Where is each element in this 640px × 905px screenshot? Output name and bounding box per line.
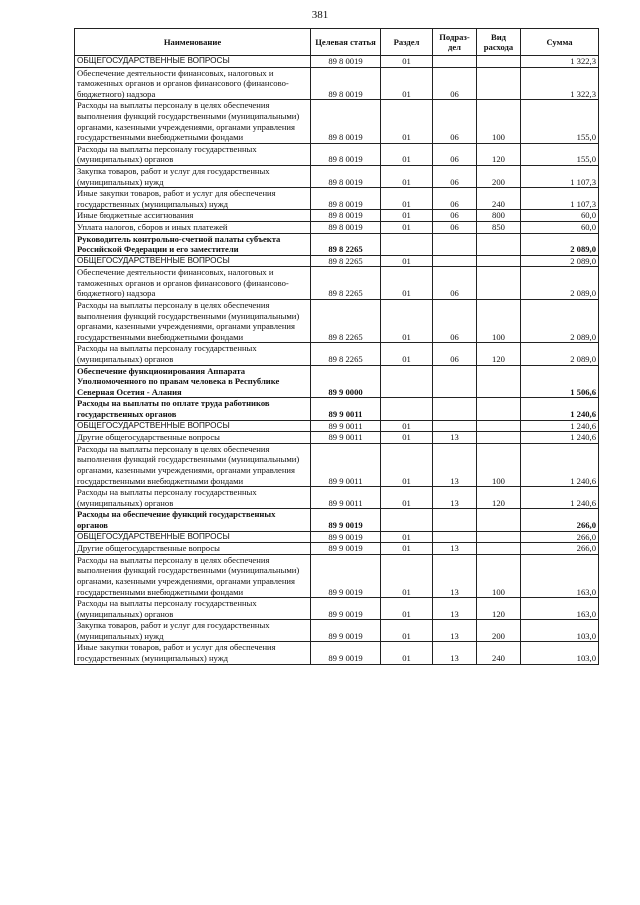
table-row: [75, 67, 599, 100]
row-amount-cell: 2 089,0: [521, 300, 599, 343]
row-code-cell: 89 8 0019: [311, 67, 381, 100]
row-code-cell: 89 8 0019: [311, 100, 381, 143]
row-section-cell: 01: [381, 300, 433, 343]
row-code-cell: 89 8 2265: [311, 300, 381, 343]
row-amount-cell: 2 089,0: [521, 255, 599, 267]
row-name-cell: Расходы на выплаты персоналу в целях обеспечения выполнения функций государственными (муниципальными) органами, казенными учреждениями, органами управления государственными внебюджетными фондами: [75, 554, 311, 597]
row-section-cell: 01: [381, 210, 433, 222]
row-section-cell: 01: [381, 255, 433, 267]
table-row: [75, 509, 599, 531]
row-section-cell: 01: [381, 598, 433, 620]
row-code-cell: 89 8 2265: [311, 255, 381, 267]
row-expense-type-cell: 850: [477, 221, 521, 233]
row-expense-type-cell: [477, 255, 521, 267]
row-code-cell: 89 8 2265: [311, 233, 381, 255]
header-section: Раздел: [381, 29, 433, 56]
row-expense-type-cell: [477, 233, 521, 255]
row-subsection-cell: [433, 509, 477, 531]
header-name: Наименование: [75, 29, 311, 56]
row-name-cell: Другие общегосударственные вопросы: [75, 432, 311, 444]
table-row: [75, 267, 599, 300]
row-expense-type-cell: 120: [477, 598, 521, 620]
row-amount-cell: 1 240,6: [521, 432, 599, 444]
row-amount-cell: 1 322,3: [521, 67, 599, 100]
row-subsection-cell: 13: [433, 642, 477, 664]
header-amount: Сумма: [521, 29, 599, 56]
row-code-cell: 89 9 0019: [311, 531, 381, 543]
row-subsection-cell: 06: [433, 300, 477, 343]
row-subsection-cell: 06: [433, 210, 477, 222]
row-code-cell: 89 9 0000: [311, 365, 381, 398]
row-subsection-cell: 06: [433, 267, 477, 300]
row-name-cell: Расходы на выплаты по оплате труда работников государственных органов: [75, 398, 311, 420]
row-code-cell: 89 8 0019: [311, 210, 381, 222]
row-section-cell: 01: [381, 432, 433, 444]
row-section-cell: 01: [381, 221, 433, 233]
row-expense-type-cell: 120: [477, 143, 521, 165]
row-code-cell: 89 8 2265: [311, 267, 381, 300]
row-section-cell: 01: [381, 100, 433, 143]
budget-table: [74, 28, 599, 665]
row-section-cell: 01: [381, 56, 433, 68]
row-section-cell: [381, 233, 433, 255]
row-expense-type-cell: [477, 420, 521, 432]
row-section-cell: 01: [381, 620, 433, 642]
row-amount-cell: 103,0: [521, 642, 599, 664]
row-code-cell: 89 9 0019: [311, 620, 381, 642]
row-subsection-cell: 06: [433, 67, 477, 100]
row-code-cell: 89 8 0019: [311, 221, 381, 233]
row-subsection-cell: 13: [433, 554, 477, 597]
table-row: [75, 642, 599, 664]
row-section-cell: 01: [381, 443, 433, 486]
row-code-cell: 89 9 0019: [311, 509, 381, 531]
row-section-cell: [381, 365, 433, 398]
row-subsection-cell: 13: [433, 620, 477, 642]
row-code-cell: 89 9 0011: [311, 443, 381, 486]
row-code-cell: 89 8 0019: [311, 188, 381, 210]
row-subsection-cell: 13: [433, 598, 477, 620]
row-amount-cell: 1 506,6: [521, 365, 599, 398]
row-amount-cell: 155,0: [521, 100, 599, 143]
row-name-cell: ОБЩЕГОСУДАРСТВЕННЫЕ ВОПРОСЫ: [75, 56, 311, 68]
table-row: [75, 420, 599, 432]
row-subsection-cell: 06: [433, 165, 477, 187]
table-row: [75, 398, 599, 420]
row-subsection-cell: 13: [433, 487, 477, 509]
row-expense-type-cell: 100: [477, 300, 521, 343]
table-row: [75, 210, 599, 222]
row-amount-cell: 266,0: [521, 531, 599, 543]
row-expense-type-cell: [477, 365, 521, 398]
row-name-cell: Расходы на выплаты персоналу государственных (муниципальных) органов: [75, 143, 311, 165]
row-name-cell: Расходы на обеспечение функций государственных органов: [75, 509, 311, 531]
table-row: [75, 56, 599, 68]
row-amount-cell: 2 089,0: [521, 267, 599, 300]
row-expense-type-cell: [477, 531, 521, 543]
row-amount-cell: 1 240,6: [521, 487, 599, 509]
row-section-cell: 01: [381, 188, 433, 210]
row-subsection-cell: [433, 255, 477, 267]
row-code-cell: 89 9 0019: [311, 642, 381, 664]
row-amount-cell: 60,0: [521, 210, 599, 222]
row-subsection-cell: [433, 420, 477, 432]
table-row: [75, 143, 599, 165]
row-subsection-cell: 06: [433, 143, 477, 165]
table-row: [75, 598, 599, 620]
row-amount-cell: 1 107,3: [521, 165, 599, 187]
row-amount-cell: 1 322,3: [521, 56, 599, 68]
header-expense-type: Вид расхода: [477, 29, 521, 56]
row-section-cell: 01: [381, 343, 433, 365]
row-expense-type-cell: [477, 543, 521, 555]
row-section-cell: 01: [381, 67, 433, 100]
row-name-cell: Иные закупки товаров, работ и услуг для обеспечения государственных (муниципальных) нужд: [75, 188, 311, 210]
row-name-cell: Обеспечение деятельности финансовых, налоговых и таможенных органов и органов финансового (финансово-бюджетного) надзора: [75, 67, 311, 100]
row-amount-cell: 1 107,3: [521, 188, 599, 210]
row-code-cell: 89 9 0019: [311, 543, 381, 555]
row-name-cell: Расходы на выплаты персоналу в целях обеспечения выполнения функций государственными (муниципальными) органами, казенными учреждениями, органами управления государственными внебюджетными фондами: [75, 443, 311, 486]
table-row: [75, 443, 599, 486]
row-code-cell: 89 9 0011: [311, 420, 381, 432]
header-subsection: Подраз-дел: [433, 29, 477, 56]
row-code-cell: 89 8 0019: [311, 143, 381, 165]
row-expense-type-cell: [477, 398, 521, 420]
row-name-cell: Расходы на выплаты персоналу государственных (муниципальных) органов: [75, 598, 311, 620]
row-expense-type-cell: [477, 432, 521, 444]
table-row: [75, 432, 599, 444]
row-section-cell: 01: [381, 420, 433, 432]
row-amount-cell: 155,0: [521, 143, 599, 165]
row-section-cell: [381, 398, 433, 420]
table-row: [75, 255, 599, 267]
row-section-cell: 01: [381, 267, 433, 300]
row-name-cell: Расходы на выплаты персоналу государственных (муниципальных) органов: [75, 343, 311, 365]
table-row: [75, 343, 599, 365]
row-amount-cell: 266,0: [521, 509, 599, 531]
row-expense-type-cell: 120: [477, 487, 521, 509]
row-expense-type-cell: [477, 509, 521, 531]
row-expense-type-cell: [477, 67, 521, 100]
row-expense-type-cell: 200: [477, 620, 521, 642]
row-name-cell: ОБЩЕГОСУДАРСТВЕННЫЕ ВОПРОСЫ: [75, 531, 311, 543]
row-subsection-cell: 06: [433, 100, 477, 143]
row-name-cell: Иные бюджетные ассигнования: [75, 210, 311, 222]
row-expense-type-cell: 120: [477, 343, 521, 365]
page-number: 381: [311, 9, 329, 21]
row-subsection-cell: 06: [433, 188, 477, 210]
row-section-cell: 01: [381, 487, 433, 509]
row-name-cell: Другие общегосударственные вопросы: [75, 543, 311, 555]
row-name-cell: Закупка товаров, работ и услуг для государственных (муниципальных) нужд: [75, 620, 311, 642]
row-subsection-cell: [433, 531, 477, 543]
row-section-cell: 01: [381, 165, 433, 187]
row-subsection-cell: 06: [433, 221, 477, 233]
row-name-cell: Обеспечение деятельности финансовых, налоговых и таможенных органов и органов финансового (финансово-бюджетного) надзора: [75, 267, 311, 300]
table-row: [75, 100, 599, 143]
row-code-cell: 89 9 0019: [311, 598, 381, 620]
table-row: [75, 300, 599, 343]
header-row: [75, 29, 599, 56]
row-amount-cell: 163,0: [521, 598, 599, 620]
row-subsection-cell: [433, 365, 477, 398]
row-subsection-cell: [433, 398, 477, 420]
row-code-cell: 89 9 0011: [311, 487, 381, 509]
row-subsection-cell: 13: [433, 543, 477, 555]
row-code-cell: 89 9 0011: [311, 398, 381, 420]
row-amount-cell: 2 089,0: [521, 343, 599, 365]
row-expense-type-cell: [477, 56, 521, 68]
row-code-cell: 89 9 0011: [311, 432, 381, 444]
row-expense-type-cell: [477, 267, 521, 300]
row-expense-type-cell: 240: [477, 188, 521, 210]
row-name-cell: Руководитель контрольно-счетной палаты субъекта Российской Федерации и его заместители: [75, 233, 311, 255]
row-amount-cell: 266,0: [521, 543, 599, 555]
row-expense-type-cell: 240: [477, 642, 521, 664]
table-header: [75, 29, 599, 56]
row-amount-cell: 163,0: [521, 554, 599, 597]
row-code-cell: 89 8 2265: [311, 343, 381, 365]
table-row: [75, 620, 599, 642]
row-amount-cell: 103,0: [521, 620, 599, 642]
row-section-cell: 01: [381, 543, 433, 555]
row-name-cell: Расходы на выплаты персоналу государственных (муниципальных) органов: [75, 487, 311, 509]
row-subsection-cell: 13: [433, 443, 477, 486]
row-subsection-cell: 06: [433, 343, 477, 365]
table-body: [75, 56, 599, 665]
row-section-cell: 01: [381, 642, 433, 664]
row-subsection-cell: 13: [433, 432, 477, 444]
table-row: [75, 188, 599, 210]
row-amount-cell: 1 240,6: [521, 443, 599, 486]
row-expense-type-cell: 100: [477, 554, 521, 597]
table-row: [75, 365, 599, 398]
row-name-cell: ОБЩЕГОСУДАРСТВЕННЫЕ ВОПРОСЫ: [75, 255, 311, 267]
table-row: [75, 487, 599, 509]
row-name-cell: Расходы на выплаты персоналу в целях обеспечения выполнения функций государственными (муниципальными) органами, казенными учреждениями, органами управления государственными внебюджетными фондами: [75, 300, 311, 343]
row-name-cell: Обеспечение функционирования Аппарата Уполномоченного по правам человека в Республике Северная Осетия - Алания: [75, 365, 311, 398]
table-row: [75, 165, 599, 187]
table-row: [75, 554, 599, 597]
row-name-cell: Уплата налогов, сборов и иных платежей: [75, 221, 311, 233]
table-row: [75, 531, 599, 543]
table-row: [75, 543, 599, 555]
header-code: Целевая статья: [311, 29, 381, 56]
row-code-cell: 89 9 0019: [311, 554, 381, 597]
row-subsection-cell: [433, 56, 477, 68]
row-code-cell: 89 8 0019: [311, 165, 381, 187]
row-section-cell: [381, 509, 433, 531]
row-section-cell: 01: [381, 143, 433, 165]
row-expense-type-cell: 800: [477, 210, 521, 222]
row-name-cell: Иные закупки товаров, работ и услуг для обеспечения государственных (муниципальных) нужд: [75, 642, 311, 664]
row-amount-cell: 60,0: [521, 221, 599, 233]
row-amount-cell: 2 089,0: [521, 233, 599, 255]
row-name-cell: ОБЩЕГОСУДАРСТВЕННЫЕ ВОПРОСЫ: [75, 420, 311, 432]
row-amount-cell: 1 240,6: [521, 398, 599, 420]
row-amount-cell: 1 240,6: [521, 420, 599, 432]
row-code-cell: 89 8 0019: [311, 56, 381, 68]
row-section-cell: 01: [381, 554, 433, 597]
row-expense-type-cell: 200: [477, 165, 521, 187]
table-row: [75, 221, 599, 233]
table-row: [75, 233, 599, 255]
row-expense-type-cell: 100: [477, 443, 521, 486]
row-name-cell: Закупка товаров, работ и услуг для государственных (муниципальных) нужд: [75, 165, 311, 187]
row-name-cell: Расходы на выплаты персоналу в целях обеспечения выполнения функций государственными (муниципальными) органами, казенными учреждениями, органами управления государственными внебюджетными фондами: [75, 100, 311, 143]
row-expense-type-cell: 100: [477, 100, 521, 143]
row-subsection-cell: [433, 233, 477, 255]
row-section-cell: 01: [381, 531, 433, 543]
